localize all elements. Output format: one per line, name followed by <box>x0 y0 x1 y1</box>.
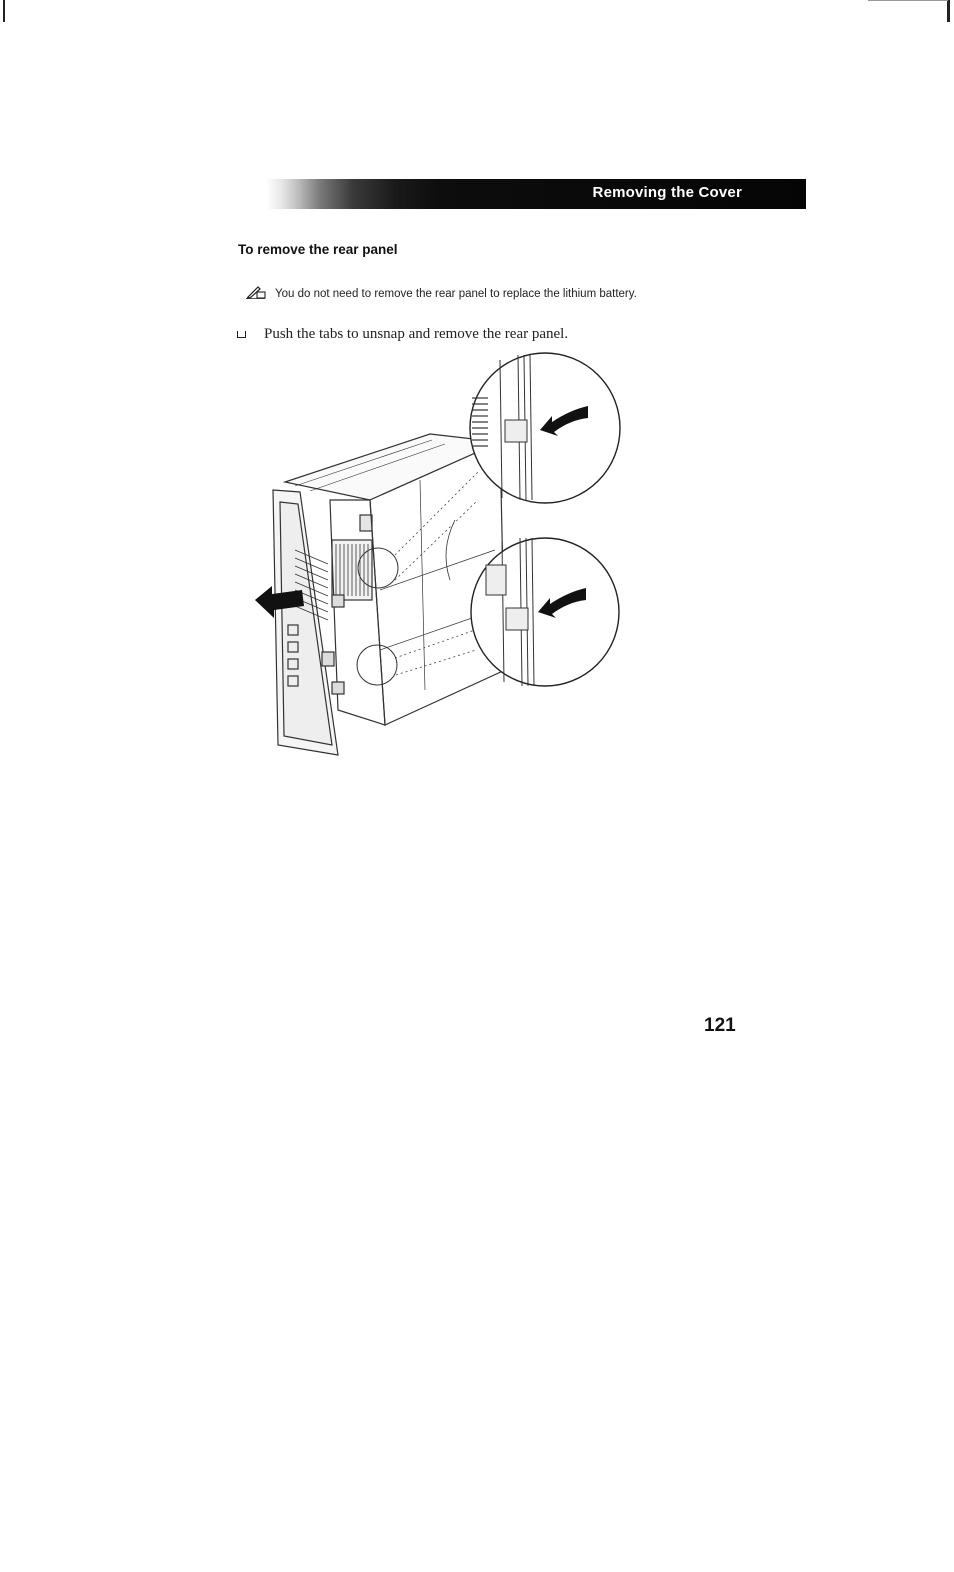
lower-tab-detail <box>471 538 619 686</box>
pencil-note-icon <box>246 285 266 299</box>
scan-edge-mark-right <box>947 0 950 22</box>
checkbox-icon <box>237 331 246 338</box>
scan-edge-mark-top <box>868 0 948 1</box>
rear-panel-removal-illustration <box>240 350 640 760</box>
scan-edge-mark-left <box>3 0 5 22</box>
upper-tab-detail <box>470 353 620 503</box>
procedure-heading: To remove the rear panel <box>238 242 398 257</box>
step-instruction: Push the tabs to unsnap and remove the rear panel. <box>264 326 569 342</box>
note-text: You do not need to remove the rear panel to replace the lithium battery. <box>275 288 637 300</box>
section-header-bar <box>266 179 806 209</box>
rear-panel <box>273 490 344 755</box>
section-header-title: Removing the Cover <box>592 184 742 201</box>
page-number: 121 <box>704 1015 736 1036</box>
